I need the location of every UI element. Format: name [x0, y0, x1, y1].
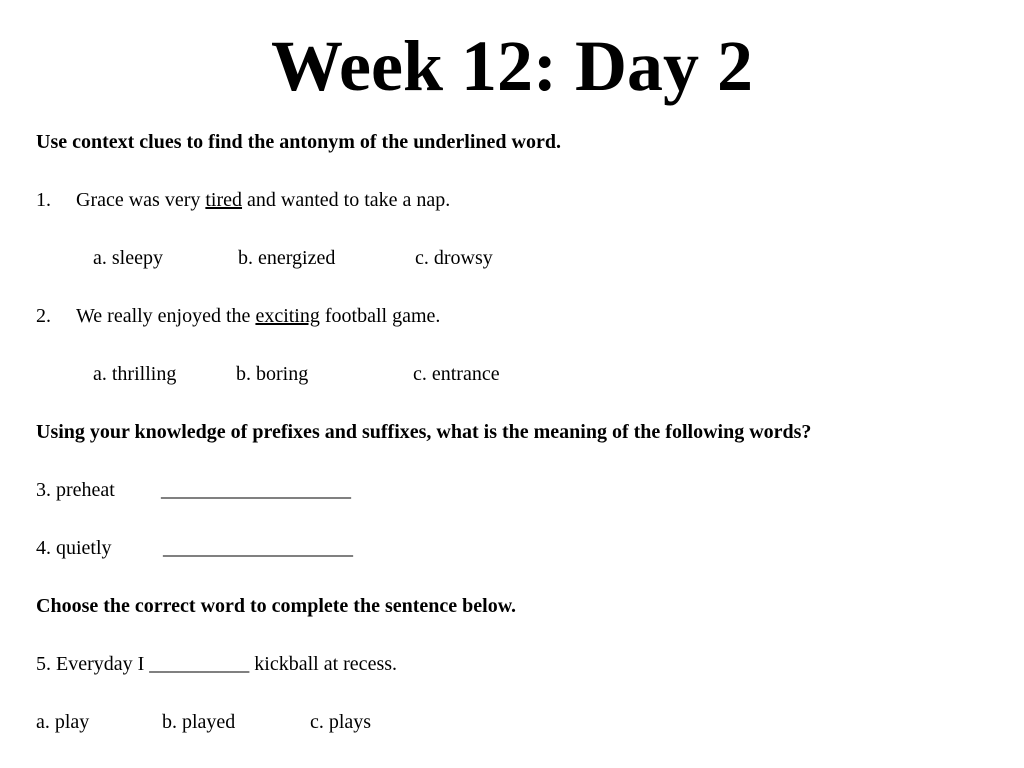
question-1-choice-b: b. energized [238, 247, 336, 269]
question-2-text-after: football game. [319, 305, 441, 327]
question-2-number: 2. [36, 305, 51, 327]
question-2-text-before: We really enjoyed the [76, 305, 256, 327]
instruction-prefixes-suffixes: Using your knowledge of prefixes and suffixes, what is the meaning of the following words? [36, 421, 812, 443]
instruction-antonyms: Use context clues to find the antonym of the underlined word. [36, 131, 561, 153]
question-4-label: 4. quietly [36, 537, 112, 559]
question-1-choice-a: a. sleepy [93, 247, 163, 269]
page-title: Week 12: Day 2 [271, 26, 753, 106]
question-2-choice-a: a. thrilling [93, 363, 177, 385]
question-1-text-after: and wanted to take a nap. [242, 189, 451, 211]
question-4-answer-blank[interactable]: ___________________ [163, 537, 353, 559]
question-2-sentence [76, 306, 440, 326]
question-3-label: 3. preheat [36, 479, 115, 501]
question-1-underlined-word: tired [205, 189, 243, 211]
question-1-choice-c: c. drowsy [415, 247, 493, 269]
question-5-choice-b: b. played [162, 711, 236, 733]
question-5-sentence: 5. Everyday I __________ kickball at recess. [36, 653, 398, 675]
instruction-correct-word: Choose the correct word to complete the sentence below. [36, 595, 517, 617]
question-5-choice-c: c. plays [310, 711, 372, 733]
question-5-choice-a: a. play [36, 711, 90, 733]
question-1-sentence [76, 190, 450, 210]
question-1-number: 1. [36, 189, 51, 211]
question-2-choice-c: c. entrance [413, 363, 500, 385]
question-3-answer-blank[interactable]: ___________________ [161, 479, 351, 501]
question-1-text-before: Grace was very [76, 189, 206, 211]
question-2-choice-b: b. boring [236, 363, 309, 385]
question-2-underlined-word: exciting [255, 305, 320, 327]
